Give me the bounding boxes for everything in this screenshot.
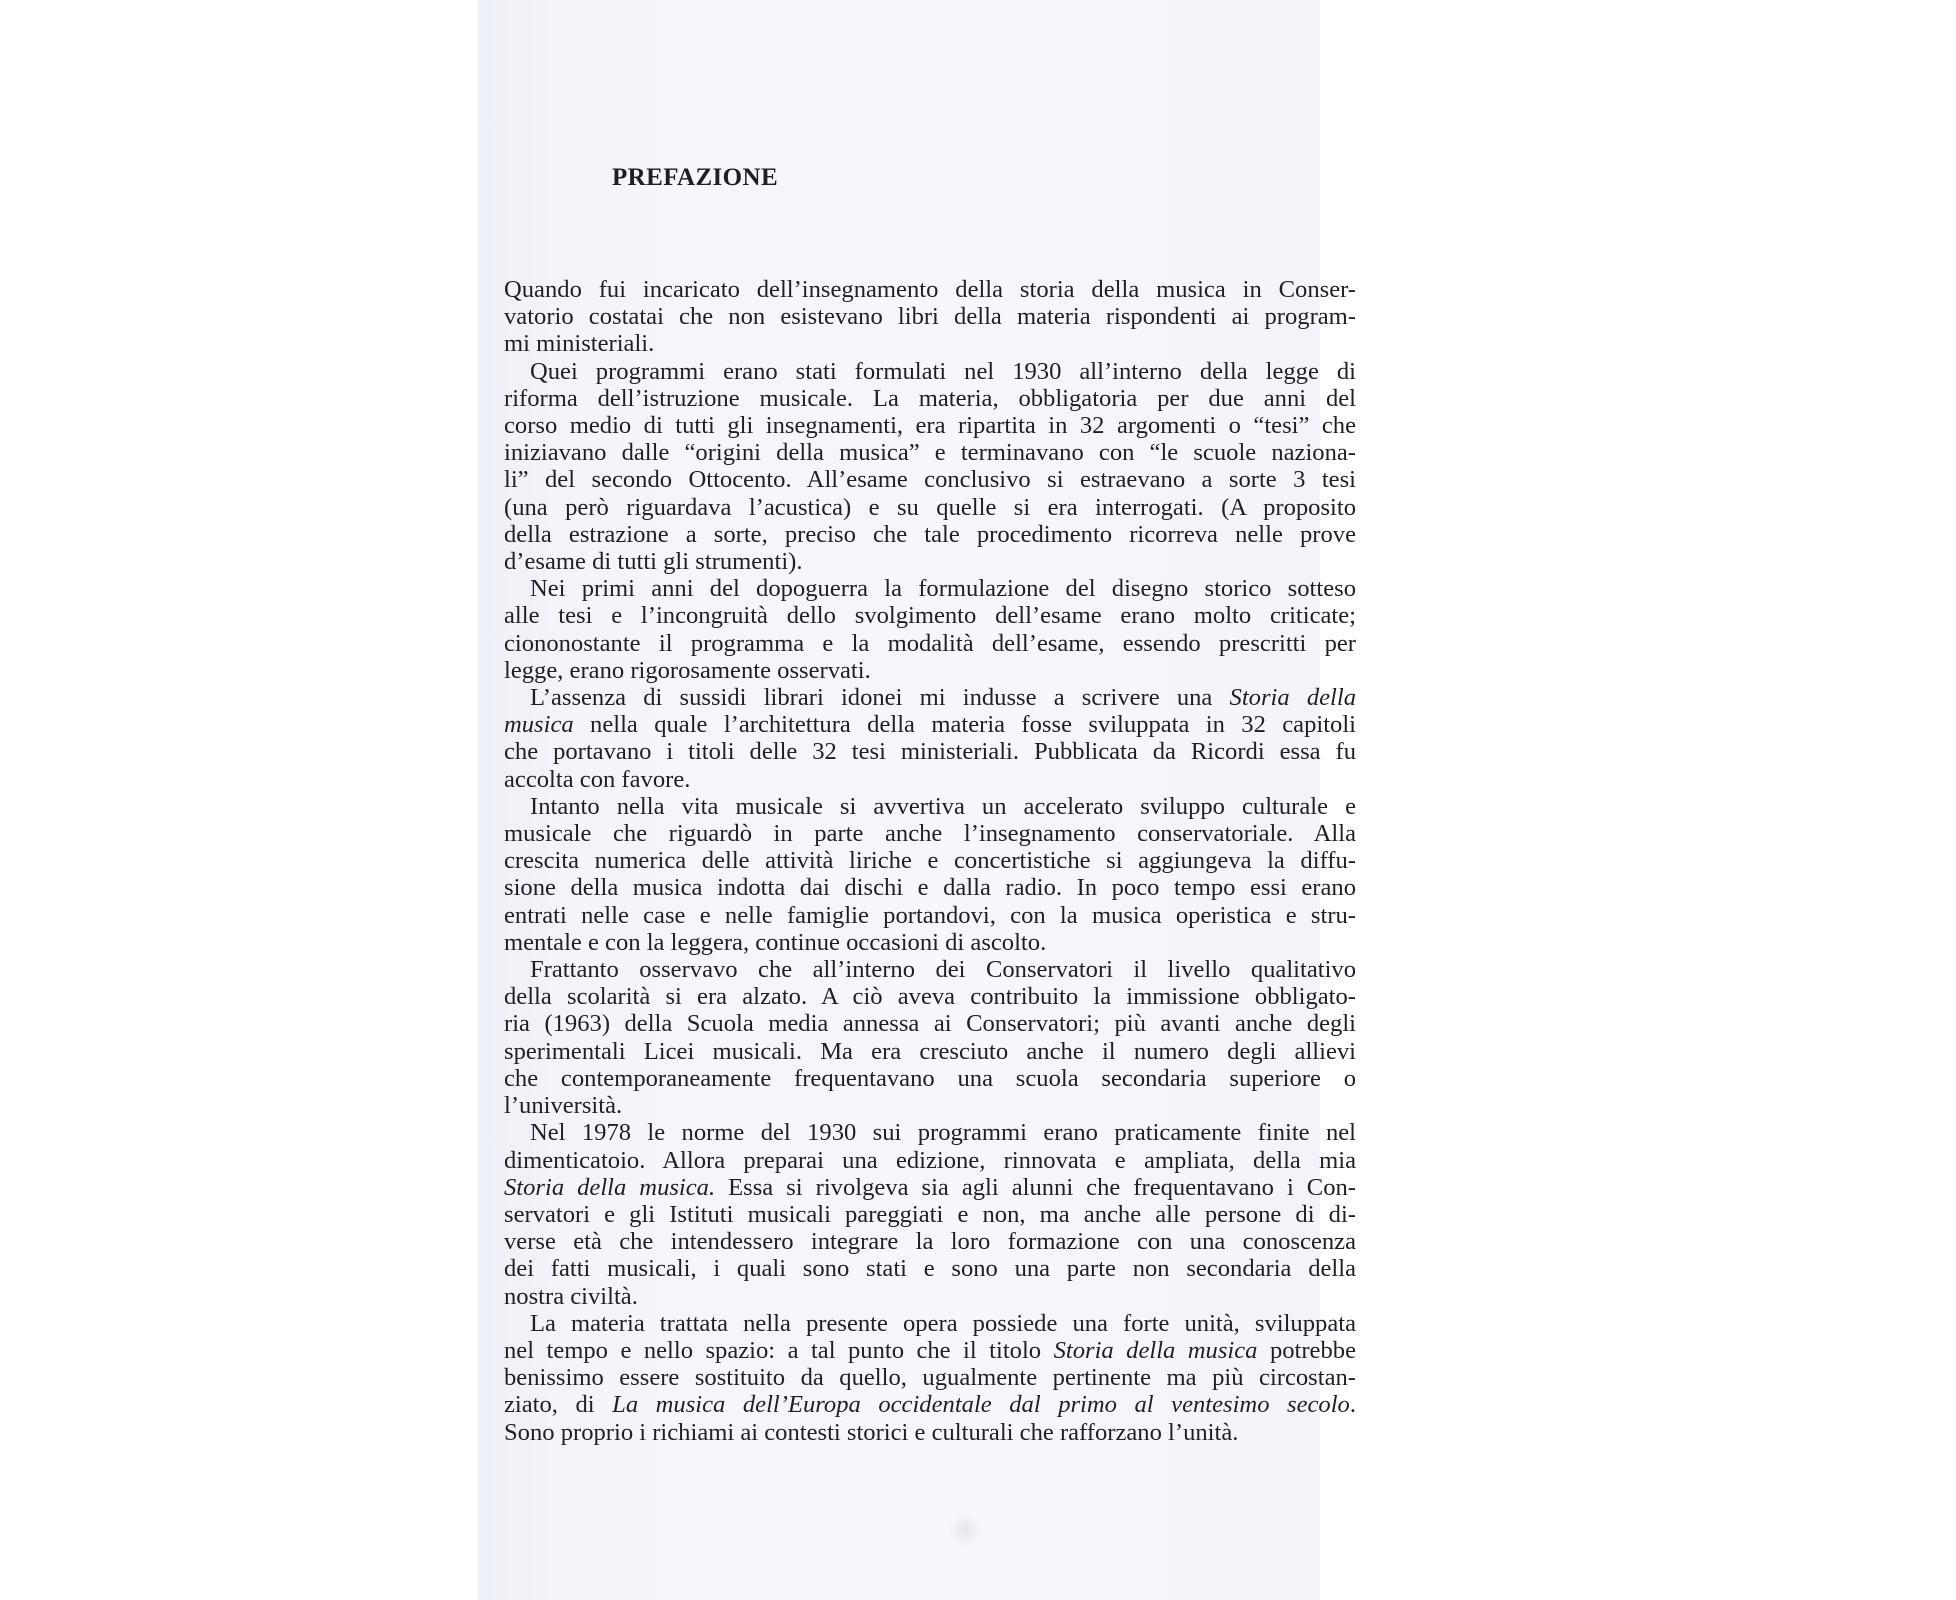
text-line: La materia trattata nella presente opera possiede una forte unità, sviluppata bbox=[530, 1309, 1356, 1337]
text-line: Frattanto osservavo che all’interno dei Conservatori il livello qualitativo bbox=[530, 956, 1356, 984]
text-line: riforma dell’istruzione musicale. La materia, obbligatoria per due anni del bbox=[504, 384, 1356, 412]
text-line: alle tesi e l’incongruità dello svolgimento dell’esame erano molto criticate; bbox=[504, 602, 1356, 630]
text-line: Nel 1978 le norme del 1930 sui programmi erano praticamente finite nel bbox=[530, 1119, 1356, 1147]
paragraph bbox=[504, 793, 1356, 956]
paragraph bbox=[504, 358, 1356, 576]
paragraph bbox=[504, 1119, 1356, 1309]
text-line: servatori e gli Istituti musicali pareggiati e non, ma anche alle persone di di- bbox=[504, 1200, 1356, 1228]
text-line: della estrazione a sorte, preciso che tale procedimento ricorreva nelle prove bbox=[504, 520, 1356, 548]
text-line: Intanto nella vita musicale si avvertiva un accelerato sviluppo culturale e bbox=[530, 792, 1356, 820]
text-line: Nei primi anni del dopoguerra la formulazione del disegno storico sotteso bbox=[530, 575, 1356, 603]
text-line: nel tempo e nello spazio: a tal punto che il titolo Storia della musica potrebbe bbox=[504, 1336, 1356, 1364]
text-line: entrati nelle case e nelle famiglie portandovi, con la musica operistica e stru- bbox=[504, 901, 1356, 929]
text-line: benissimo essere sostituito da quello, ugualmente pertinente ma più circostan- bbox=[504, 1364, 1356, 1392]
text-line: mi ministeriali. bbox=[504, 330, 655, 358]
text-line: corso medio di tutti gli insegnamenti, era ripartita in 32 argomenti o “tesi” che bbox=[504, 412, 1356, 440]
paragraph bbox=[504, 956, 1356, 1119]
text-line: sione della musica indotta dai dischi e dalla radio. In poco tempo essi erano bbox=[504, 874, 1356, 902]
text-line: Quei programmi erano stati formulati nel 1930 all’interno della legge di bbox=[530, 357, 1356, 385]
paragraph bbox=[504, 684, 1356, 793]
text-line: iniziavano dalle “origini della musica” e terminavano con “le scuole naziona- bbox=[504, 439, 1356, 467]
text-line: (una però riguardava l’acustica) e su quelle si era interrogati. (A proposito bbox=[504, 493, 1356, 521]
text-line: d’esame di tutti gli strumenti). bbox=[504, 548, 803, 576]
text-line: verse età che intendessero integrare la loro formazione con una conoscenza bbox=[504, 1228, 1356, 1256]
page-smudge bbox=[950, 1512, 980, 1548]
text-line: che portavano i titoli delle 32 tesi ministeriali. Pubblicata da Ricordi essa fu bbox=[504, 738, 1356, 766]
preface-body bbox=[504, 276, 1356, 1446]
text-line: ciononostante il programma e la modalità dell’esame, essendo prescritti per bbox=[504, 629, 1356, 657]
text-line: L’assenza di sussidi librari idonei mi indusse a scrivere una Storia della bbox=[530, 684, 1356, 712]
text-line: crescita numerica delle attività liriche e concertistiche si aggiungeva la diffu- bbox=[504, 847, 1356, 875]
text-line: li” del secondo Ottocento. All’esame conclusivo si estraevano a sorte 3 tesi bbox=[504, 466, 1356, 494]
text-line: dimenticatoio. Allora preparai una edizione, rinnovata e ampliata, della mia bbox=[504, 1146, 1356, 1174]
text-line: che contemporaneamente frequentavano una scuola secondaria superiore o bbox=[504, 1064, 1356, 1092]
page-heading: PREFAZIONE bbox=[612, 164, 779, 191]
text-line: accolta con favore. bbox=[504, 765, 691, 793]
text-line: ziato, di La musica dell’Europa occidentale dal primo al ventesimo secolo. bbox=[504, 1391, 1357, 1419]
text-line: nostra civiltà. bbox=[504, 1282, 638, 1310]
text-line: dei fatti musicali, i quali sono stati e sono una parte non secondaria della bbox=[504, 1255, 1356, 1283]
text-line: musicale che riguardò in parte anche l’insegnamento conservatoriale. Alla bbox=[504, 820, 1356, 848]
text-line: l’università. bbox=[504, 1092, 623, 1120]
text-line: legge, erano rigorosamente osservati. bbox=[504, 656, 871, 684]
text-line: Sono proprio i richiami ai contesti storici e culturali che rafforzano l’unità. bbox=[504, 1418, 1239, 1446]
text-line: Storia della musica. Essa si rivolgeva sia agli alunni che frequentavano i Con- bbox=[504, 1173, 1356, 1201]
text-line: Quando fui incaricato dell’insegnamento della storia della musica in Conser- bbox=[504, 276, 1356, 303]
text-line: ria (1963) della Scuola media annessa ai Conservatori; più avanti anche degli bbox=[504, 1010, 1356, 1038]
paragraph bbox=[504, 276, 1356, 358]
text-line: musica nella quale l’architettura della materia fosse sviluppata in 32 capitoli bbox=[504, 711, 1356, 739]
text-line: sperimentali Licei musicali. Ma era cresciuto anche il numero degli allievi bbox=[504, 1037, 1356, 1065]
paragraph bbox=[504, 575, 1356, 684]
text-line: mentale e con la leggera, continue occasioni di ascolto. bbox=[504, 928, 1047, 956]
paragraph bbox=[504, 1310, 1356, 1446]
text-line: della scolarità si era alzato. A ciò aveva contribuito la immissione obbligato- bbox=[504, 983, 1356, 1011]
text-line: vatorio costatai che non esistevano libri della materia rispondenti ai program- bbox=[504, 303, 1356, 331]
